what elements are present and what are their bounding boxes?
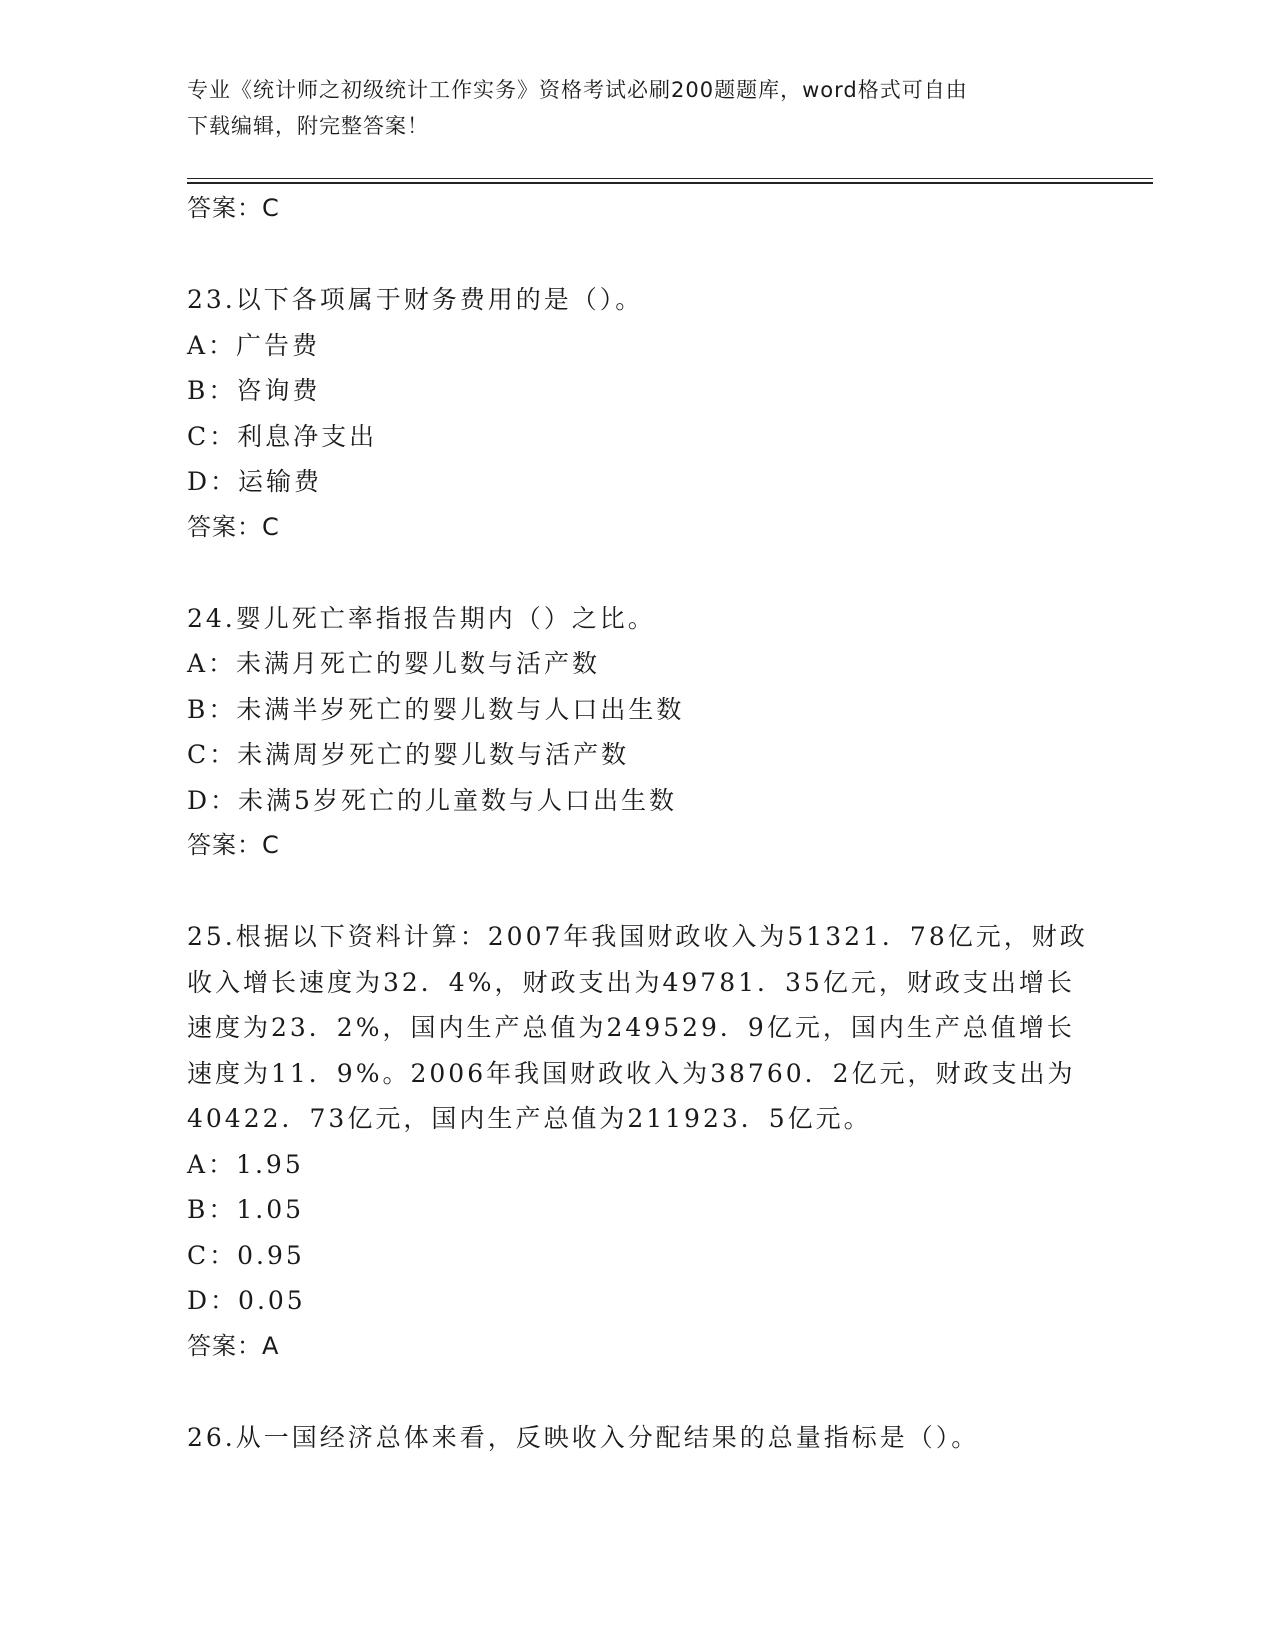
question-list <box>187 186 1097 1460</box>
option-a: A：广告费 <box>187 330 321 360</box>
option-b: B：咨询费 <box>187 376 321 405</box>
question-stem-line-4: 速度为11．9%。2006年我国财政收入为38760．2亿元，财政支出为 <box>187 1058 1076 1088</box>
question-stem-line-2: 收入增长速度为32．4%，财政支出为49781．35亿元，财政支出增长 <box>187 967 1075 997</box>
option-c: C：0.95 <box>187 1240 305 1270</box>
option-d: D：0.05 <box>187 1286 306 1315</box>
question-stem-line-3: 速度为23．2%，国内生产总值为249529．9亿元，国内生产总值增长 <box>187 1013 1075 1042</box>
question-stem: 24.婴儿死亡率指报告期内（）之比。 <box>187 603 656 633</box>
spacer <box>187 1369 1097 1415</box>
header-divider-thick <box>187 182 1153 184</box>
question-stem: 26.从一国经济总体来看，反映收入分配结果的总量指标是（）。 <box>187 1422 980 1452</box>
answer: 答案：A <box>187 1331 280 1360</box>
question-25 <box>187 914 1097 1369</box>
option-a: A：1.95 <box>187 1149 304 1179</box>
spacer <box>187 869 1097 915</box>
option-d: D：运输费 <box>187 467 323 496</box>
question-26 <box>187 1415 1097 1461</box>
question-24 <box>187 596 1097 869</box>
header-divider-thin <box>187 178 1153 179</box>
previous-answer: 答案：C <box>187 194 280 222</box>
option-b: B：1.05 <box>187 1195 305 1224</box>
answer: 答案：C <box>187 512 280 541</box>
question-stem-line-5: 40422．73亿元，国内生产总值为211923．5亿元。 <box>187 1104 872 1133</box>
option-d: D：未满5岁死亡的儿童数与人口出生数 <box>187 785 677 815</box>
header-line-2: 下载编辑，附完整答案！ <box>187 114 429 138</box>
document-header <box>187 72 1087 144</box>
question-stem: 23.以下各项属于财务费用的是（）。 <box>187 285 644 314</box>
question-23 <box>187 277 1097 550</box>
header-line-1: 专业《统计师之初级统计工作实务》资格考试必刷200题题库，word格式可自由 <box>187 78 968 102</box>
spacer <box>187 232 1097 278</box>
option-c: C：未满周岁死亡的婴儿数与活产数 <box>187 740 630 769</box>
spacer <box>187 550 1097 596</box>
option-b: B：未满半岁死亡的婴儿数与人口出生数 <box>187 694 685 724</box>
question-stem-line-1: 25.根据以下资料计算：2007年我国财政收入为51321．78亿元，财政 <box>187 922 1088 951</box>
answer: 答案：C <box>187 831 280 859</box>
option-a: A：未满月死亡的婴儿数与活产数 <box>187 649 601 678</box>
option-c: C：利息净支出 <box>187 421 378 451</box>
